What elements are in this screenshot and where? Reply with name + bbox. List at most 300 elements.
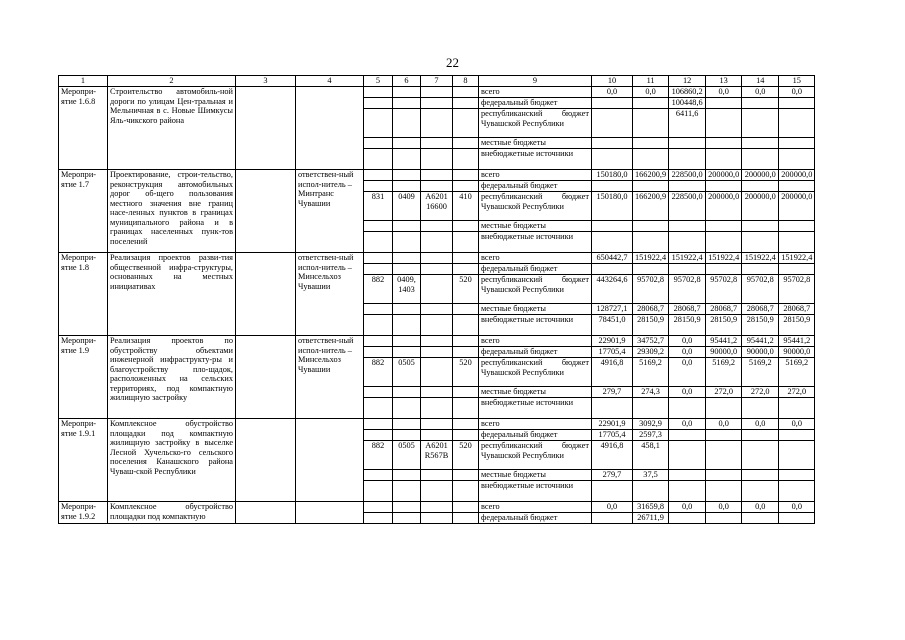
csr-code	[421, 253, 453, 264]
amount-cell: 22901,9	[592, 419, 633, 430]
column-number: 4	[296, 76, 364, 87]
amount-cell: 28150,9	[706, 315, 742, 336]
amount-cell: 0,0	[742, 502, 779, 513]
amount-cell	[706, 109, 742, 138]
csr-code	[421, 358, 453, 387]
funding-source: местные бюджеты	[479, 304, 592, 315]
amount-cell: 272,0	[779, 387, 815, 398]
column-number: 7	[421, 76, 453, 87]
csr-code	[421, 304, 453, 315]
amount-cell: 78451,0	[592, 315, 633, 336]
amount-cell	[592, 149, 633, 170]
amount-cell: 0,0	[779, 419, 815, 430]
csr-code	[421, 87, 453, 98]
amount-cell	[779, 430, 815, 441]
amount-cell: 272,0	[706, 387, 742, 398]
amount-cell: 650442,7	[592, 253, 633, 264]
amount-cell	[633, 232, 669, 253]
amount-cell	[742, 398, 779, 419]
amount-cell	[779, 513, 815, 524]
csr-code	[421, 470, 453, 481]
amount-cell	[592, 98, 633, 109]
amount-cell	[706, 398, 742, 419]
table-row	[59, 419, 815, 430]
vr-code	[453, 109, 479, 138]
csr-code	[421, 419, 453, 430]
vr-code: 410	[453, 192, 479, 221]
amount-cell: 0,0	[742, 87, 779, 98]
vr-code	[453, 502, 479, 513]
funding-source: внебюджетные источники	[479, 149, 592, 170]
vr-code: 520	[453, 441, 479, 470]
amount-cell	[779, 481, 815, 502]
amount-cell	[779, 181, 815, 192]
amount-cell: 150180,0	[592, 170, 633, 181]
amount-cell	[779, 470, 815, 481]
vr-code	[453, 513, 479, 524]
grbs-code	[364, 264, 393, 275]
column-number: 12	[669, 76, 706, 87]
amount-cell: 0,0	[706, 87, 742, 98]
amount-cell	[633, 149, 669, 170]
column-number: 14	[742, 76, 779, 87]
grbs-code	[364, 253, 393, 264]
amount-cell: 272,0	[742, 387, 779, 398]
rz-code	[393, 98, 421, 109]
amount-cell: 151922,4	[669, 253, 706, 264]
amount-cell: 0,0	[669, 502, 706, 513]
amount-cell: 28068,7	[779, 304, 815, 315]
amount-cell: 200000,0	[706, 170, 742, 181]
rz-code: 0505	[393, 441, 421, 470]
executor-cell: ответствен-ный испол-нитель – Минтранс Чувашии	[296, 170, 364, 253]
amount-cell	[592, 109, 633, 138]
vr-code	[453, 336, 479, 347]
funding-source: местные бюджеты	[479, 221, 592, 232]
amount-cell	[779, 138, 815, 149]
amount-cell	[706, 149, 742, 170]
amount-cell: 28150,9	[633, 315, 669, 336]
amount-cell	[669, 138, 706, 149]
amount-cell: 3092,9	[633, 419, 669, 430]
executor-cell	[296, 419, 364, 502]
csr-code	[421, 513, 453, 524]
amount-cell: 100448,6	[669, 98, 706, 109]
amount-cell: 31659,8	[633, 502, 669, 513]
rz-code	[393, 387, 421, 398]
amount-cell: 0,0	[779, 87, 815, 98]
amount-cell: 279,7	[592, 387, 633, 398]
amount-cell	[669, 149, 706, 170]
participant-cell	[236, 87, 296, 170]
event-name: Комплексное обустройство площадки под компактную жилищную застройку в выселке Лесной Хучельско-го сельского поселения Канашского района Чуваш-ской Республики	[108, 419, 236, 502]
amount-cell	[706, 181, 742, 192]
rz-code	[393, 181, 421, 192]
grbs-code: 882	[364, 441, 393, 470]
rz-code: 0409	[393, 192, 421, 221]
amount-cell	[742, 481, 779, 502]
amount-cell	[633, 398, 669, 419]
funding-source: внебюджетные источники	[479, 481, 592, 502]
amount-cell: 443264,6	[592, 275, 633, 304]
vr-code	[453, 481, 479, 502]
amount-cell	[669, 181, 706, 192]
grbs-code	[364, 387, 393, 398]
amount-cell	[633, 138, 669, 149]
csr-code	[421, 502, 453, 513]
amount-cell	[706, 470, 742, 481]
event-name: Комплексное обустройство площадки под компактную	[108, 502, 236, 524]
amount-cell: 28150,9	[742, 315, 779, 336]
grbs-code: 882	[364, 275, 393, 304]
amount-cell: 200000,0	[706, 192, 742, 221]
amount-cell	[592, 232, 633, 253]
column-number: 13	[706, 76, 742, 87]
amount-cell	[669, 264, 706, 275]
amount-cell	[669, 232, 706, 253]
amount-cell: 17705,4	[592, 347, 633, 358]
amount-cell	[669, 470, 706, 481]
amount-cell: 279,7	[592, 470, 633, 481]
grbs-code	[364, 502, 393, 513]
amount-cell: 151922,4	[742, 253, 779, 264]
executor-cell: ответствен-ный испол-нитель – Минсельхоз Чувашии	[296, 253, 364, 336]
amount-cell: 0,0	[779, 502, 815, 513]
rz-code	[393, 470, 421, 481]
vr-code	[453, 430, 479, 441]
column-number-row	[59, 76, 815, 87]
amount-cell: 0,0	[706, 502, 742, 513]
amount-cell: 0,0	[669, 358, 706, 387]
grbs-code	[364, 181, 393, 192]
amount-cell	[706, 232, 742, 253]
rz-code: 0409, 1403	[393, 275, 421, 304]
amount-cell: 2597,3	[633, 430, 669, 441]
amount-cell	[592, 264, 633, 275]
amount-cell	[706, 481, 742, 502]
amount-cell: 0,0	[742, 419, 779, 430]
grbs-code	[364, 398, 393, 419]
amount-cell: 28068,7	[669, 304, 706, 315]
amount-cell: 28068,7	[742, 304, 779, 315]
funding-source: всего	[479, 87, 592, 98]
grbs-code	[364, 419, 393, 430]
event-code: Меропри-ятие 1.8	[59, 253, 108, 336]
amount-cell	[633, 109, 669, 138]
amount-cell: 34752,7	[633, 336, 669, 347]
rz-code	[393, 170, 421, 181]
amount-cell: 90000,0	[706, 347, 742, 358]
rz-code	[393, 502, 421, 513]
amount-cell: 106860,2	[669, 87, 706, 98]
amount-cell	[779, 264, 815, 275]
event-code: Меропри-ятие 1.9.2	[59, 502, 108, 524]
event-name: Реализация проектов разви-тия общественной инфра-структуры, основанных на местных инициативах	[108, 253, 236, 336]
amount-cell: 95702,8	[779, 275, 815, 304]
grbs-code	[364, 347, 393, 358]
amount-cell: 0,0	[592, 87, 633, 98]
participant-cell	[236, 170, 296, 253]
grbs-code	[364, 470, 393, 481]
amount-cell	[706, 430, 742, 441]
vr-code: 520	[453, 358, 479, 387]
page-number: 22	[446, 55, 459, 70]
column-number: 9	[479, 76, 592, 87]
amount-cell: 228500,0	[669, 192, 706, 221]
csr-code	[421, 149, 453, 170]
amount-cell	[742, 430, 779, 441]
column-number: 2	[108, 76, 236, 87]
grbs-code	[364, 98, 393, 109]
column-number: 10	[592, 76, 633, 87]
table-row	[59, 87, 815, 98]
amount-cell	[706, 513, 742, 524]
rz-code	[393, 87, 421, 98]
rz-code	[393, 109, 421, 138]
amount-cell	[592, 398, 633, 419]
table-row	[59, 502, 815, 513]
amount-cell	[742, 181, 779, 192]
amount-cell	[669, 430, 706, 441]
column-number: 5	[364, 76, 393, 87]
amount-cell	[742, 221, 779, 232]
amount-cell: 95441,2	[742, 336, 779, 347]
amount-cell: 4916,8	[592, 441, 633, 470]
grbs-code	[364, 232, 393, 253]
amount-cell	[779, 398, 815, 419]
vr-code	[453, 181, 479, 192]
amount-cell: 4916,8	[592, 358, 633, 387]
amount-cell: 151922,4	[779, 253, 815, 264]
amount-cell	[592, 481, 633, 502]
funding-source: всего	[479, 502, 592, 513]
amount-cell	[742, 98, 779, 109]
amount-cell: 151922,4	[633, 253, 669, 264]
column-number: 1	[59, 76, 108, 87]
event-name: Строительство автомобиль-ной дороги по улицам Цен-тральная и Мельничная в с. Новые Шимкусы Яль-чикского района	[108, 87, 236, 170]
rz-code	[393, 232, 421, 253]
vr-code	[453, 253, 479, 264]
grbs-code	[364, 138, 393, 149]
event-code: Меропри-ятие 1.6.8	[59, 87, 108, 170]
amount-cell: 200000,0	[742, 192, 779, 221]
vr-code	[453, 232, 479, 253]
funding-source: внебюджетные источники	[479, 315, 592, 336]
amount-cell	[706, 98, 742, 109]
csr-code	[421, 109, 453, 138]
amount-cell: 22901,9	[592, 336, 633, 347]
participant-cell	[236, 253, 296, 336]
executor-cell: ответствен-ный испол-нитель – Минсельхоз Чувашии	[296, 336, 364, 419]
event-code: Меропри-ятие 1.9	[59, 336, 108, 419]
amount-cell	[592, 138, 633, 149]
amount-cell	[669, 398, 706, 419]
amount-cell	[669, 481, 706, 502]
amount-cell	[592, 221, 633, 232]
csr-code	[421, 430, 453, 441]
grbs-code	[364, 149, 393, 170]
amount-cell	[742, 232, 779, 253]
event-name: Реализация проектов по обустройству объектами инженерной инфраструкту-ры и благоустройству пло-щадок, расположенных на сельских территориях, под компактную жилищную застройку	[108, 336, 236, 419]
amount-cell: 95702,8	[742, 275, 779, 304]
participant-cell	[236, 336, 296, 419]
funding-source: республиканский бюджет Чувашской Республики	[479, 192, 592, 221]
amount-cell: 200000,0	[779, 170, 815, 181]
event-code: Меропри-ятие 1.9.1	[59, 419, 108, 502]
csr-code	[421, 481, 453, 502]
grbs-code	[364, 430, 393, 441]
amount-cell: 128727,1	[592, 304, 633, 315]
amount-cell: 5169,2	[742, 358, 779, 387]
funding-source: внебюджетные источники	[479, 232, 592, 253]
vr-code	[453, 87, 479, 98]
funding-source: всего	[479, 253, 592, 264]
amount-cell: 0,0	[669, 347, 706, 358]
amount-cell	[706, 264, 742, 275]
rz-code	[393, 149, 421, 170]
amount-cell: 28150,9	[779, 315, 815, 336]
amount-cell: 6411,6	[669, 109, 706, 138]
rz-code	[393, 419, 421, 430]
amount-cell: 274,3	[633, 387, 669, 398]
amount-cell: 151922,4	[706, 253, 742, 264]
participant-cell	[236, 502, 296, 524]
amount-cell: 228500,0	[669, 170, 706, 181]
amount-cell	[742, 264, 779, 275]
amount-cell: 150180,0	[592, 192, 633, 221]
amount-cell	[742, 441, 779, 470]
amount-cell: 95441,2	[779, 336, 815, 347]
amount-cell: 0,0	[669, 387, 706, 398]
amount-cell: 0,0	[669, 336, 706, 347]
amount-cell: 95702,8	[633, 275, 669, 304]
csr-code	[421, 347, 453, 358]
vr-code	[453, 398, 479, 419]
funding-source: федеральный бюджет	[479, 264, 592, 275]
funding-source: республиканский бюджет Чувашской Республики	[479, 441, 592, 470]
vr-code	[453, 170, 479, 181]
grbs-code: 831	[364, 192, 393, 221]
grbs-code	[364, 170, 393, 181]
amount-cell: 458,1	[633, 441, 669, 470]
executor-cell	[296, 87, 364, 170]
budget-table	[58, 75, 815, 524]
rz-code	[393, 513, 421, 524]
vr-code	[453, 419, 479, 430]
amount-cell	[779, 232, 815, 253]
vr-code	[453, 347, 479, 358]
csr-code	[421, 221, 453, 232]
rz-code	[393, 347, 421, 358]
amount-cell: 166200,9	[633, 192, 669, 221]
csr-code	[421, 387, 453, 398]
funding-source: внебюджетные источники	[479, 398, 592, 419]
grbs-code: 882	[364, 358, 393, 387]
amount-cell	[669, 513, 706, 524]
amount-cell: 17705,4	[592, 430, 633, 441]
amount-cell: 200000,0	[742, 170, 779, 181]
amount-cell	[779, 149, 815, 170]
amount-cell: 26711,9	[633, 513, 669, 524]
rz-code	[393, 336, 421, 347]
vr-code	[453, 315, 479, 336]
csr-code	[421, 181, 453, 192]
rz-code	[393, 430, 421, 441]
amount-cell: 90000,0	[779, 347, 815, 358]
amount-cell: 200000,0	[779, 192, 815, 221]
vr-code	[453, 98, 479, 109]
funding-source: всего	[479, 336, 592, 347]
amount-cell	[742, 109, 779, 138]
funding-source: федеральный бюджет	[479, 430, 592, 441]
csr-code	[421, 275, 453, 304]
amount-cell	[706, 221, 742, 232]
grbs-code	[364, 481, 393, 502]
amount-cell: 95702,8	[706, 275, 742, 304]
funding-source: местные бюджеты	[479, 470, 592, 481]
amount-cell	[742, 513, 779, 524]
amount-cell: 28068,7	[633, 304, 669, 315]
vr-code	[453, 387, 479, 398]
amount-cell: 0,0	[633, 87, 669, 98]
funding-source: федеральный бюджет	[479, 98, 592, 109]
csr-code: A6201 R567B	[421, 441, 453, 470]
csr-code	[421, 264, 453, 275]
column-number: 3	[236, 76, 296, 87]
amount-cell: 0,0	[669, 419, 706, 430]
event-name: Проектирование, строи-тельство, реконструкция автомобильных дорог об-щего пользования местного значения вне границ насе-ленных пунктов в границах муниципального района и в границах населенных пунк-тов поселений	[108, 170, 236, 253]
vr-code	[453, 149, 479, 170]
amount-cell	[633, 221, 669, 232]
amount-cell	[706, 138, 742, 149]
amount-cell	[592, 513, 633, 524]
rz-code	[393, 315, 421, 336]
amount-cell: 0,0	[706, 419, 742, 430]
vr-code: 520	[453, 275, 479, 304]
amount-cell	[633, 481, 669, 502]
funding-source: местные бюджеты	[479, 138, 592, 149]
amount-cell: 95441,2	[706, 336, 742, 347]
grbs-code	[364, 304, 393, 315]
table-row	[59, 253, 815, 264]
participant-cell	[236, 419, 296, 502]
funding-source: федеральный бюджет	[479, 181, 592, 192]
amount-cell	[742, 138, 779, 149]
csr-code	[421, 398, 453, 419]
amount-cell: 95702,8	[669, 275, 706, 304]
vr-code	[453, 304, 479, 315]
grbs-code	[364, 221, 393, 232]
column-number: 11	[633, 76, 669, 87]
rz-code	[393, 221, 421, 232]
executor-cell	[296, 502, 364, 524]
rz-code	[393, 138, 421, 149]
amount-cell: 166200,9	[633, 170, 669, 181]
vr-code	[453, 264, 479, 275]
amount-cell: 28068,7	[706, 304, 742, 315]
funding-source: всего	[479, 419, 592, 430]
column-number: 6	[393, 76, 421, 87]
amount-cell	[706, 441, 742, 470]
funding-source: республиканский бюджет Чувашской Республики	[479, 358, 592, 387]
grbs-code	[364, 513, 393, 524]
event-code: Меропри-ятие 1.7	[59, 170, 108, 253]
funding-source: республиканский бюджет Чувашской Республики	[479, 275, 592, 304]
csr-code: A6201 16600	[421, 192, 453, 221]
amount-cell	[592, 181, 633, 192]
amount-cell: 0,0	[592, 502, 633, 513]
amount-cell: 5169,2	[633, 358, 669, 387]
